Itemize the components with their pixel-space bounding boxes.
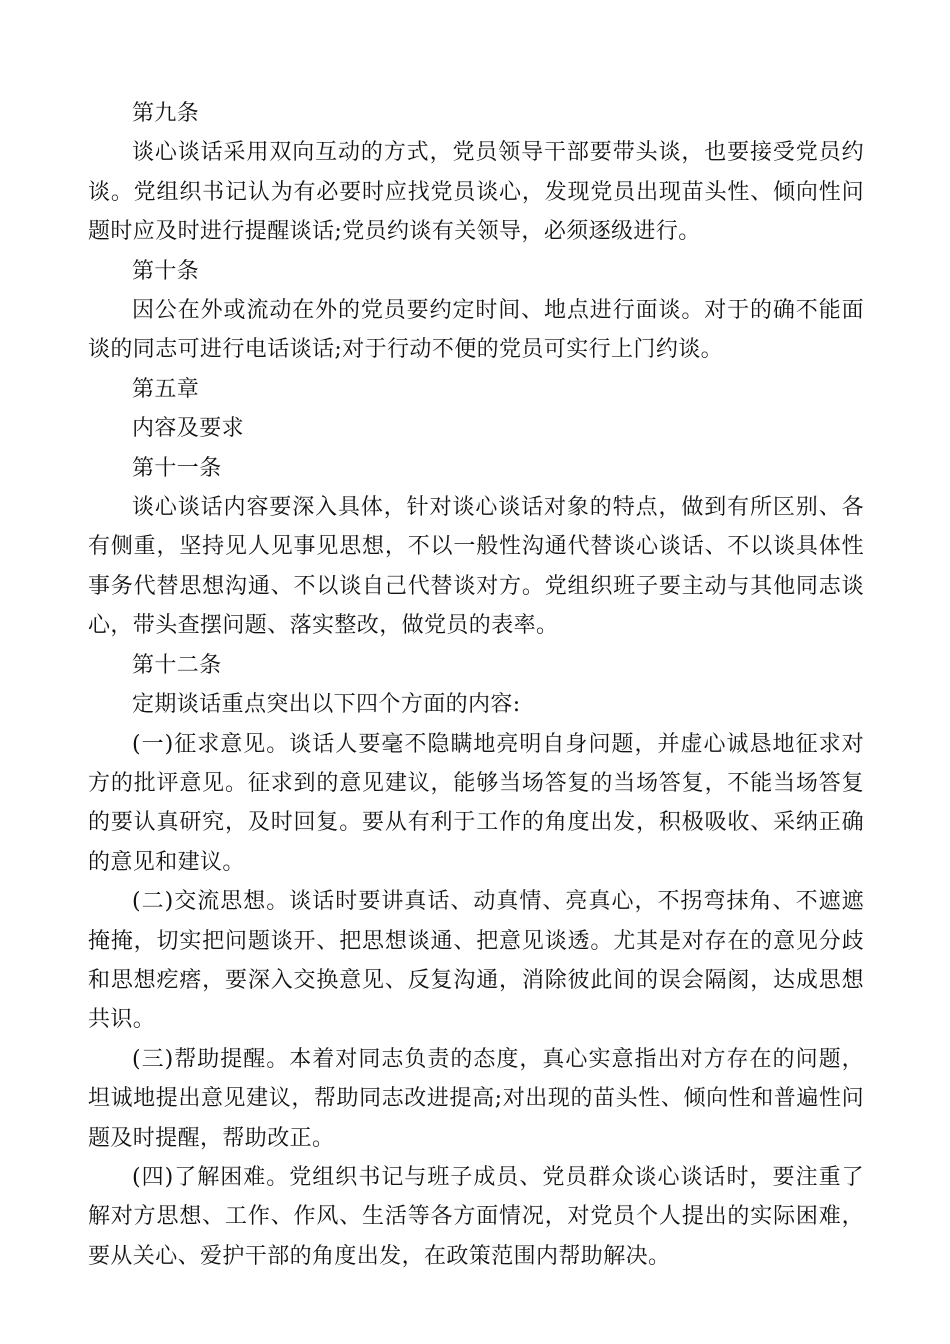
item-help-remind: (三)帮助提醒。本着对同志负责的态度，真心实意指出对方存在的问题，坦诚地提出意见建议，帮助同志改进提高;对出现的苗头性、倾向性和普遍性问题及时提醒，帮助改正。	[88, 1046, 864, 1151]
item-understand-difficulties: (四)了解困难。党组织书记与班子成员、党员群众谈心谈话时，要注重了解对方思想、工作、作风、生活等各方面情况，对党员个人提出的实际困难，要从关心、爱护干部的角度出发，在政策范围内帮助解决。	[88, 1164, 864, 1269]
article-10-body: 因公在外或流动在外的党员要约定时间、地点进行面谈。对于的确不能面谈的同志可进行电话谈话;对于行动不便的党员可实行上门约谈。	[88, 298, 864, 363]
chapter-title: 内容及要求	[132, 416, 245, 442]
article-11-body: 谈心谈话内容要深入具体，针对谈心谈话对象的特点，做到有所区别、各有侧重，坚持见人见事见思想，不以一般性沟通代替谈心谈话、不以谈具体性事务代替思想沟通、不以谈自己代替谈对方。党组织班子要主动与其他同志谈心，带头查摆问题、落实整改，做党员的表率。	[88, 495, 864, 639]
chapter-heading-5: 第五章	[132, 376, 200, 402]
article-heading-10: 第十条	[132, 258, 200, 284]
article-heading-11: 第十一条	[132, 455, 222, 481]
item-solicit-opinions: (一)征求意见。谈话人要毫不隐瞒地亮明自身问题，并虚心诚恳地征求对方的批评意见。征求到的意见建议，能够当场答复的当场答复，不能当场答复的要认真研究，及时回复。要从有利于工作的角度出发，积极吸收、采纳正确的意见和建议。	[88, 731, 864, 875]
article-heading-9: 第九条	[132, 101, 200, 126]
article-heading-12: 第十二条	[132, 652, 222, 678]
document-page	[88, 94, 864, 1276]
item-exchange-thoughts: (二)交流思想。谈话时要讲真话、动真情、亮真心，不拐弯抹角、不遮遮掩掩，切实把问题谈开、把思想谈通、把意见谈透。尤其是对存在的意见分歧和思想疙瘩，要深入交换意见、反复沟通，消除彼此间的误会隔阂，达成思想共识。	[88, 889, 864, 1033]
article-12-intro: 定期谈话重点突出以下四个方面的内容:	[132, 692, 521, 718]
article-9-body: 谈心谈话采用双向互动的方式，党员领导干部要带头谈，也要接受党员约谈。党组织书记认为有必要时应找党员谈心，发现党员出现苗头性、倾向性问题时应及时进行提醒谈话;党员约谈有关领导，必须逐级进行。	[88, 140, 864, 245]
